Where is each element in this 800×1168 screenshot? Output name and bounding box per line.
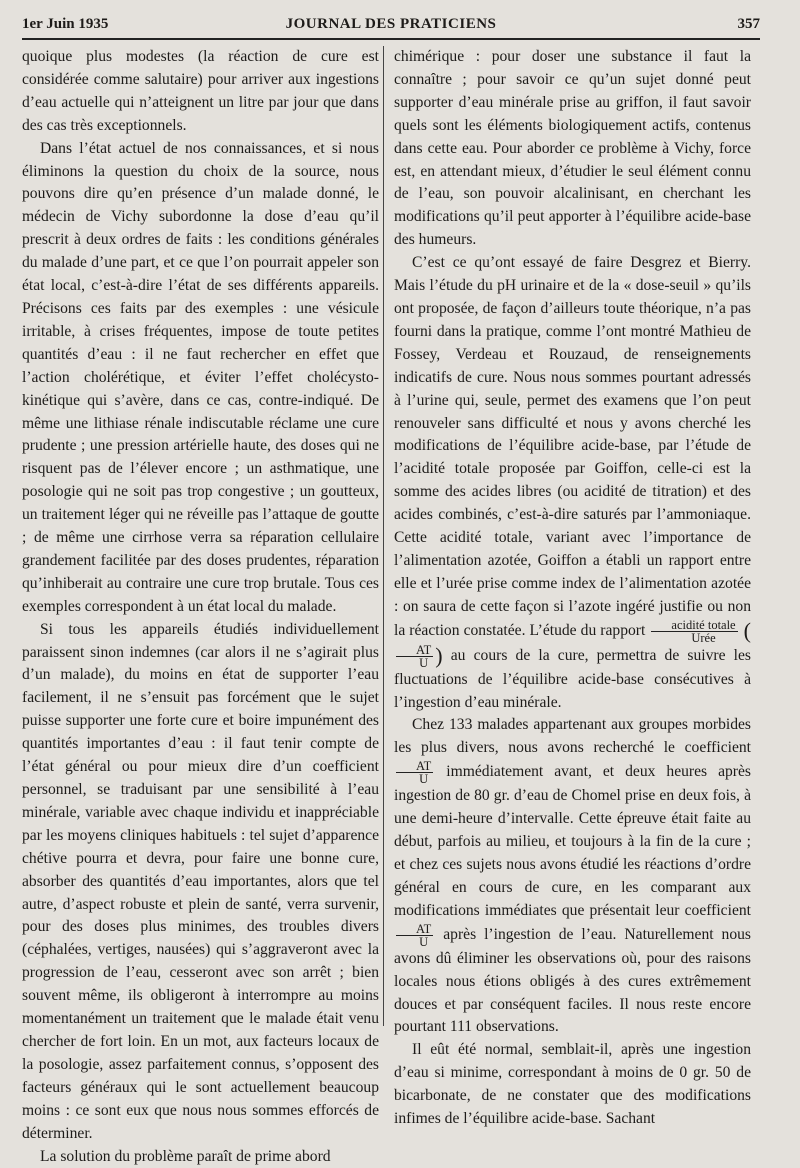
fraction-numerator: AT <box>396 644 433 657</box>
paragraph: La solution du problème paraît de prime abord <box>22 1146 379 1168</box>
paragraph-text: immédiatement avant, et deux heures après ingestion de 80 gr. d’eau de Chomel prise en deux fois, à une demi-heure d’intervalle. Cette épreuve était faite au début, parfois au milieu, et toujours à la fin de la cure ; et chez ces sujets nous avons étudié les réactions d’ordre général en cours de cure, en les comparant aux modifications immédiates que présentait leur coefficient <box>394 763 751 918</box>
paragraph-text: après l’ingestion de l’eau. Naturellement nous avons dû éliminer les observations où, pour des raisons locales nous étions obligés à des cures extrêmement douces et par conséquent faciles. Il nous reste encore pourtant 111 observations. <box>394 926 751 1036</box>
fraction-denominator: Urée <box>651 632 737 644</box>
fraction-at-u <box>396 644 433 669</box>
fraction-denominator: U <box>396 773 433 785</box>
fraction-numerator: acidité totale <box>651 619 737 632</box>
issue-date: 1er Juin 1935 <box>22 16 108 33</box>
right-column <box>394 46 751 1131</box>
paren-open: ( <box>744 618 751 643</box>
fraction-numerator: AT <box>396 923 433 936</box>
paragraph: Si tous les appareils étudiés individuellement paraissent sinon indemnes (car alors il ne s’agirait plus d’un malade), du moins en état de supporter l’eau facilement, il ne s’ensuit pas forcément que le sujet puisse supporter une forte cure et boire impunément des quantités importantes d’eau : il faut tenir compte de l’état général ou pour mieux dire d’un coefficient personnel, se traduisant par une sensibilité à l’eau minérale, variable avec chaque individu et inappréciable par les moyens cliniques habituels : tel sujet d’apparence chétive pourra et devra, pour faire une bonne cure, absorber des quantités d’eau importantes, alors que tel autre, d’aspect robuste et plein de santé, verra survenir, pour des doses plus minimes, des troubles divers (céphalées, vertiges, nausées) qui s’aggraveront avec la progression de l’eau, cesseront avec son arrêt ; bien souvent même, ils obligeront à interrompre au moins momentanément un traitement que le malade était venu chercher de fort loin. En un mot, aux facteurs locaux de la posologie, assez parfaitement connus, s’opposent des facteurs généraux qui le sont actuellement beaucoup moins : ce sont eux que nous nous sommes efforcés de déterminer. <box>22 619 379 1146</box>
fraction-denominator: U <box>396 657 433 669</box>
paragraph <box>394 714 751 1039</box>
paragraph-text: au cours de la cure, permettra de suivre les fluctuations de l’équilibre acide-base consécutives à l’ingestion d’eau minérale. <box>394 647 751 711</box>
fraction-at-u <box>396 923 433 948</box>
paren-close: ) <box>435 643 442 668</box>
fraction-acidite-uree <box>651 619 737 644</box>
fraction-at-u <box>396 760 433 785</box>
paragraph <box>394 252 751 714</box>
fraction-numerator: AT <box>396 760 433 773</box>
paragraph-text: Chez 133 malades appartenant aux groupes morbides les plus divers, nous avons recherché le coefficient <box>394 716 751 756</box>
paragraph: Il eût été normal, semblait-il, après une ingestion d’eau si minime, correspondant à moins de 0 gr. 50 de bicarbonate, de ne constater que des modifications infimes de l’équilibre acide-base. Sachant <box>394 1039 751 1131</box>
paragraph: Dans l’état actuel de nos connaissances, et si nous éliminons la question du choix de la source, nous pouvons dire qu’en présence d’un malade donné, le médecin de Vichy subordonne la dose d’eau qu’il prescrit à deux ordres de faits : les conditions générales du malade d’une part, et ce que l’on pourrait appeler son état local, c’est-à-dire l’état de ses différents appareils. Précisons ces faits par des exemples : une vésicule irritable, à crises fréquentes, impose de toute petites quantités d’eau : il ne faut rechercher en effet que l’action cholérétique, et éviter l’effet cholécysto-kinétique qui s’avère, dans ce cas, contre-indiqué. De même une lithiase rénale indiscutable réclame une cure prudente ; une pression artérielle haute, des doses qui ne risquent pas de l’élever encore ; un asthmatique, une posologie qui ne soit pas trop congestive ; un goutteux, un traitement léger qui ne réveille pas l’attaque de goutte ; de même une cirrhose verra sa réparation cellulaire grandement facilitée par des doses prudentes, réparation qu’inhiberait au contraire une cure trop brutale. Tous ces exemples correspondent à un état local du malade. <box>22 138 379 619</box>
column-divider <box>383 46 384 1026</box>
paragraph: chimérique : pour doser une substance il faut la connaître ; pour savoir ce qu’un sujet donné peut supporter d’eau minérale prise au griffon, il faut savoir quels sont les éléments biologiquement actifs, contenus dans cette eau. Pour aborder ce problème à Vichy, force est, en attendant mieux, d’étudier le seul élément connu de l’eau, son pouvoir alcalinisant, en cherchant les modifications qu’il peut apporter à l’équilibre acide-base des humeurs. <box>394 46 751 252</box>
fraction-denominator: U <box>396 936 433 948</box>
page-number: 357 <box>738 16 761 33</box>
running-header <box>22 14 760 40</box>
left-column <box>22 46 379 1168</box>
paragraph: quoique plus modestes (la réaction de cure est considérée comme salutaire) pour arriver aux ingestions d’eau actuelle qui n’atteignent un litre par jour que dans des cas très exceptionnels. <box>22 46 379 138</box>
journal-title: JOURNAL DES PRATICIENS <box>22 16 760 33</box>
paragraph-text: C’est ce qu’ont essayé de faire Desgrez et Bierry. Mais l’étude du pH urinaire et de la « dose-seuil » qu’ils ont proposée, de façon d’ailleurs toute théorique, n’a pas fourni dans la pratique, comme l’ont montré Mathieu de Fossey, Verdeau et Rouzaud, de renseignements indicatifs de cure. Nous nous sommes pourtant adressés à l’urine qui, seule, permet des examens que l’on peut renouveler sans difficulté et nous y avons cherché les modifications de l’équilibre acide-base, par l’étude de l’acidité totale proposée par Goiffon, celle-ci est la somme des acides libres (ou acidité de titration) et des acides combinés, c’est-à-dire saturés par l’ammoniaque. Cette acidité totale, variant avec l’importance de l’alimentation azotée, Goiffon a établi un rapport entre elle et l’urée prise comme index de l’alimentation azotée : on saura de cette façon si l’azote ingéré justifie ou non la réaction constatée. L’étude du rapport <box>394 254 751 639</box>
